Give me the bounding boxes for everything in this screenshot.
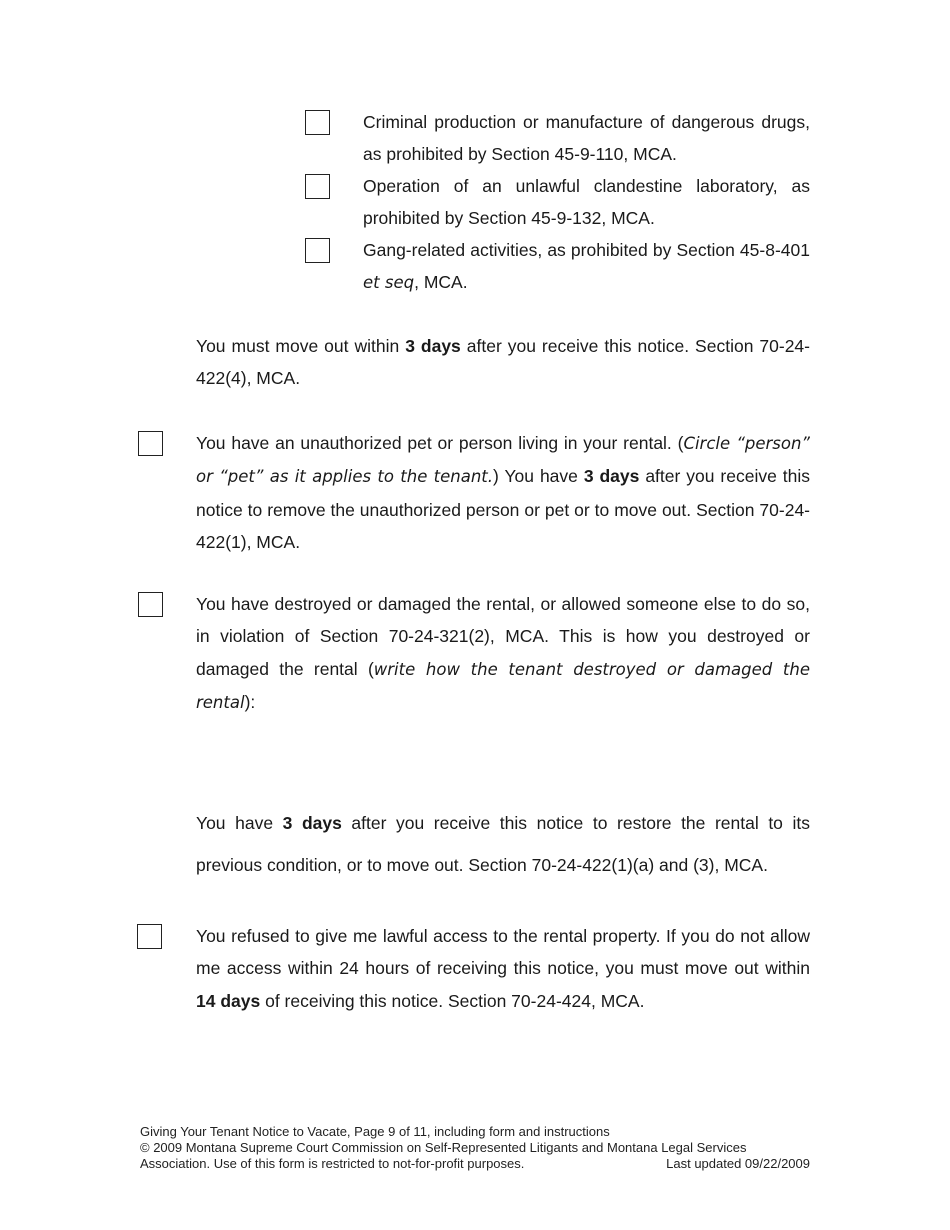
refused-access-text: You refused to give me lawful access to the rental property. If you do not allow me access within 24 hours of receiving this notice, you must move out within 14 days of receiving this notice. Section 70-24-424, MCA.: [196, 926, 810, 1011]
checkbox-clandestine-lab[interactable]: [305, 174, 330, 199]
checkbox-damaged-rental[interactable]: [138, 592, 163, 617]
footer-usage-text: Association. Use of this form is restricted to not-for-profit purposes.: [140, 1156, 525, 1171]
gang-activities-text: Gang-related activities, as prohibited by Section 45-8-401 et seq, MCA.: [363, 240, 810, 293]
checkbox-refused-access[interactable]: [137, 924, 162, 949]
checkbox-unauthorized-pet-person[interactable]: [138, 431, 163, 456]
checkbox-gang-activities[interactable]: [305, 238, 330, 263]
move-out-3-days-text: You must move out within 3 days after you receive this notice. Section 70-24-422(4), MCA.: [196, 336, 810, 389]
checkbox-drug-manufacture[interactable]: [305, 110, 330, 135]
unauthorized-pet-person-text: You have an unauthorized pet or person living in your rental. (Circle “person” or “pet” as it applies to the tenant.) You have 3 days after you receive this notice to remove the unauthorized person or pet or to move out. Section 70-24-422(1), MCA.: [196, 433, 811, 552]
drug-manufacture-text: Criminal production or manufacture of dangerous drugs, as prohibited by Section 45-9-110, MCA.: [363, 112, 810, 165]
clandestine-lab-text: Operation of an unlawful clandestine laboratory, as prohibited by Section 45-9-132, MCA.: [363, 176, 810, 229]
restore-rental-text: You have 3 days after you receive this notice to restore the rental to its previous condition, or to move out. Section 70-24-422(1)(a) and (3), MCA.: [196, 813, 810, 875]
damaged-rental-text: You have destroyed or damaged the rental, or allowed someone else to do so, in violation of Section 70-24-321(2), MCA. This is how you destroyed or damaged the rental (write how the tenant destroyed or damaged the rental):: [196, 594, 810, 712]
footer-copyright-line: © 2009 Montana Supreme Court Commission on Self-Represented Litigants and Montana Legal Services: [140, 1140, 747, 1155]
footer-usage-row: [140, 1156, 810, 1172]
footer-title-line: Giving Your Tenant Notice to Vacate, Page 9 of 11, including form and instructions: [140, 1124, 610, 1139]
footer-last-updated: Last updated 09/22/2009: [666, 1156, 810, 1171]
page-footer: [140, 1124, 810, 1172]
